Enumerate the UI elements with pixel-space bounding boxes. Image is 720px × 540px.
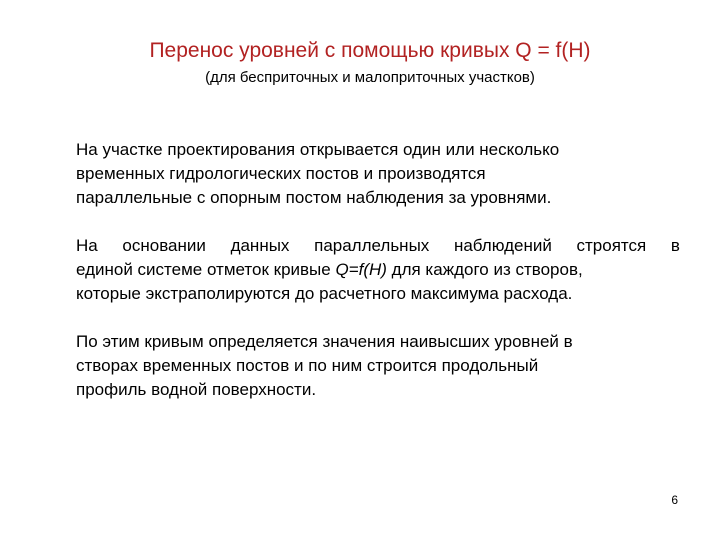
paragraph-2 — [76, 234, 680, 306]
paragraph-2-line-2-after: для каждого из створов, — [386, 260, 583, 279]
paragraph-3 — [76, 330, 680, 402]
formula-q-f-h: Q=f(H) — [335, 260, 387, 279]
paragraph-2-word: параллельных — [314, 236, 430, 255]
paragraph-2-line-2-before: единой системе отметок кривые — [76, 260, 336, 279]
page-number: 6 — [671, 493, 678, 507]
paragraph-1-line-1: На участке проектирования открывается один или несколько — [76, 140, 560, 159]
slide-subtitle: (для бесприточных и малоприточных участков) — [205, 69, 535, 86]
paragraph-1-line-3: параллельные с опорным постом наблюдения за уровнями. — [76, 188, 552, 207]
paragraph-2-word: строятся — [576, 236, 647, 255]
paragraph-2-line-3: которые экстраполируются до расчетного максимума расхода. — [76, 284, 573, 303]
paragraph-2-word: в — [670, 236, 680, 255]
paragraph-1 — [76, 138, 680, 210]
paragraph-2-word: наблюдений — [453, 236, 552, 255]
paragraph-2-line-2 — [76, 258, 680, 282]
paragraph-3-line-2: створах временных постов и по ним строится продольный — [76, 356, 539, 375]
paragraph-2-word: основании — [122, 236, 206, 255]
paragraph-2-line-1 — [76, 234, 680, 258]
paragraph-3-line-3: профиль водной поверхности. — [76, 380, 317, 399]
paragraph-2-word: На — [76, 236, 98, 255]
paragraph-2-word: данных — [230, 236, 290, 255]
slide-title: Перенос уровней с помощью кривых Q = f(H) — [149, 39, 591, 62]
paragraph-3-line-1: По этим кривым определяется значения наивысших уровней в — [76, 332, 573, 351]
paragraph-1-line-2: временных гидрологических постов и производятся — [76, 164, 486, 183]
